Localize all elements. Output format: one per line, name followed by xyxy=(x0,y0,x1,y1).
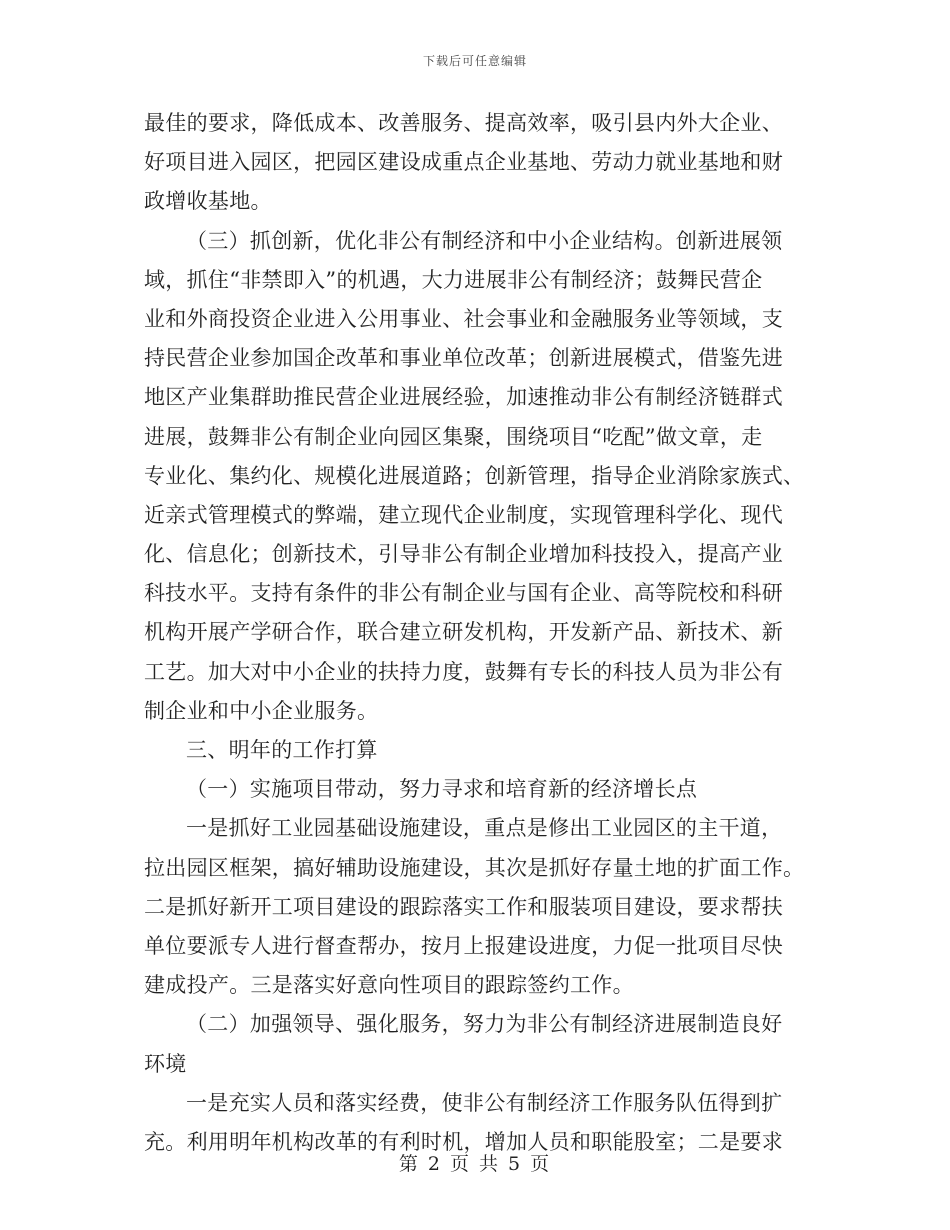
text-line: 好项目进入园区，把园区建设成重点企业基地、劳动力就业基地和财 xyxy=(144,150,783,175)
text-line: 环境 xyxy=(144,1051,187,1076)
document-body xyxy=(144,104,809,1162)
text-line: （一）实施项目带动，努力寻求和培育新的经济增长点 xyxy=(186,777,698,802)
text-line: 机构开展产学研合作，联合建立研发机构，开发新产品、新技术、新 xyxy=(144,620,783,645)
text-line: （二）加强领导、强化服务，努力为非公有制经济进展制造良好 xyxy=(186,1012,783,1037)
page-number-footer: 第 2 页 共 5 页 xyxy=(398,1153,552,1175)
text-line: 科技水平。支持有条件的非公有制企业与国有企业、高等院校和科研 xyxy=(144,581,783,606)
text-line: （三）抓创新，优化非公有制经济和中小企业结构。创新进展领 xyxy=(186,228,783,253)
text-line: 二是抓好新开工项目建设的跟踪落实工作和服装项目建设，要求帮扶 xyxy=(144,894,783,919)
text-line: 域，抓住“非禁即入”的机遇，大力进展非公有制经济；鼓舞民营企 xyxy=(144,267,763,292)
text-line: 单位要派专人进行督查帮办，按月上报建设进度，力促一批项目尽快 xyxy=(144,933,783,958)
text-line: 专业化、集约化、规模化进展道路；创新管理，指导企业消除家族式、 xyxy=(144,463,805,488)
page-header-note: 下载后可任意编辑 xyxy=(422,54,527,68)
text-line: 一是充实人员和落实经费，使非公有制经济工作服务队伍得到扩 xyxy=(186,1090,783,1115)
text-line: 建成投产。三是落实好意向性项目的跟踪签约工作。 xyxy=(144,973,634,998)
text-line: 制企业和中小企业服务。 xyxy=(144,698,379,723)
text-line: 化、信息化；创新技术，引导非公有制企业增加科技投入，提高产业 xyxy=(144,542,783,567)
text-line: 拉出园区框架，搞好辅助设施建设，其次是抓好存量土地的扩面工作。 xyxy=(144,855,805,880)
text-line: 充。利用明年机构改革的有利时机，增加人员和职能股室；二是要求 xyxy=(144,1129,783,1154)
text-line: 持民营企业参加国企改革和事业单位改革；创新进展模式，借鉴先进 xyxy=(144,346,783,371)
text-line: 业和外商投资企业进入公用事业、社会事业和金融服务业等领域，支 xyxy=(144,306,783,331)
text-line: 近亲式管理模式的弊端，建立现代企业制度，实现管理科学化、现代 xyxy=(144,502,783,527)
text-line: 进展，鼓舞非公有制企业向园区集聚，围绕项目“吃配”做文章，走 xyxy=(144,424,763,449)
text-line: 政增收基地。 xyxy=(144,189,272,214)
text-line: 三、明年的工作打算 xyxy=(186,738,378,762)
text-line: 工艺。加大对中小企业的扶持力度，鼓舞有专长的科技人员为非公有 xyxy=(144,659,783,684)
text-line: 最佳的要求，降低成本、改善服务、提高效率，吸引县内外大企业、 xyxy=(144,111,783,135)
text-line: 一是抓好工业园基础设施建设，重点是修出工业园区的主干道， xyxy=(186,816,783,841)
text-line: 地区产业集群助推民营企业进展经验，加速推动非公有制经济链群式 xyxy=(144,385,783,410)
